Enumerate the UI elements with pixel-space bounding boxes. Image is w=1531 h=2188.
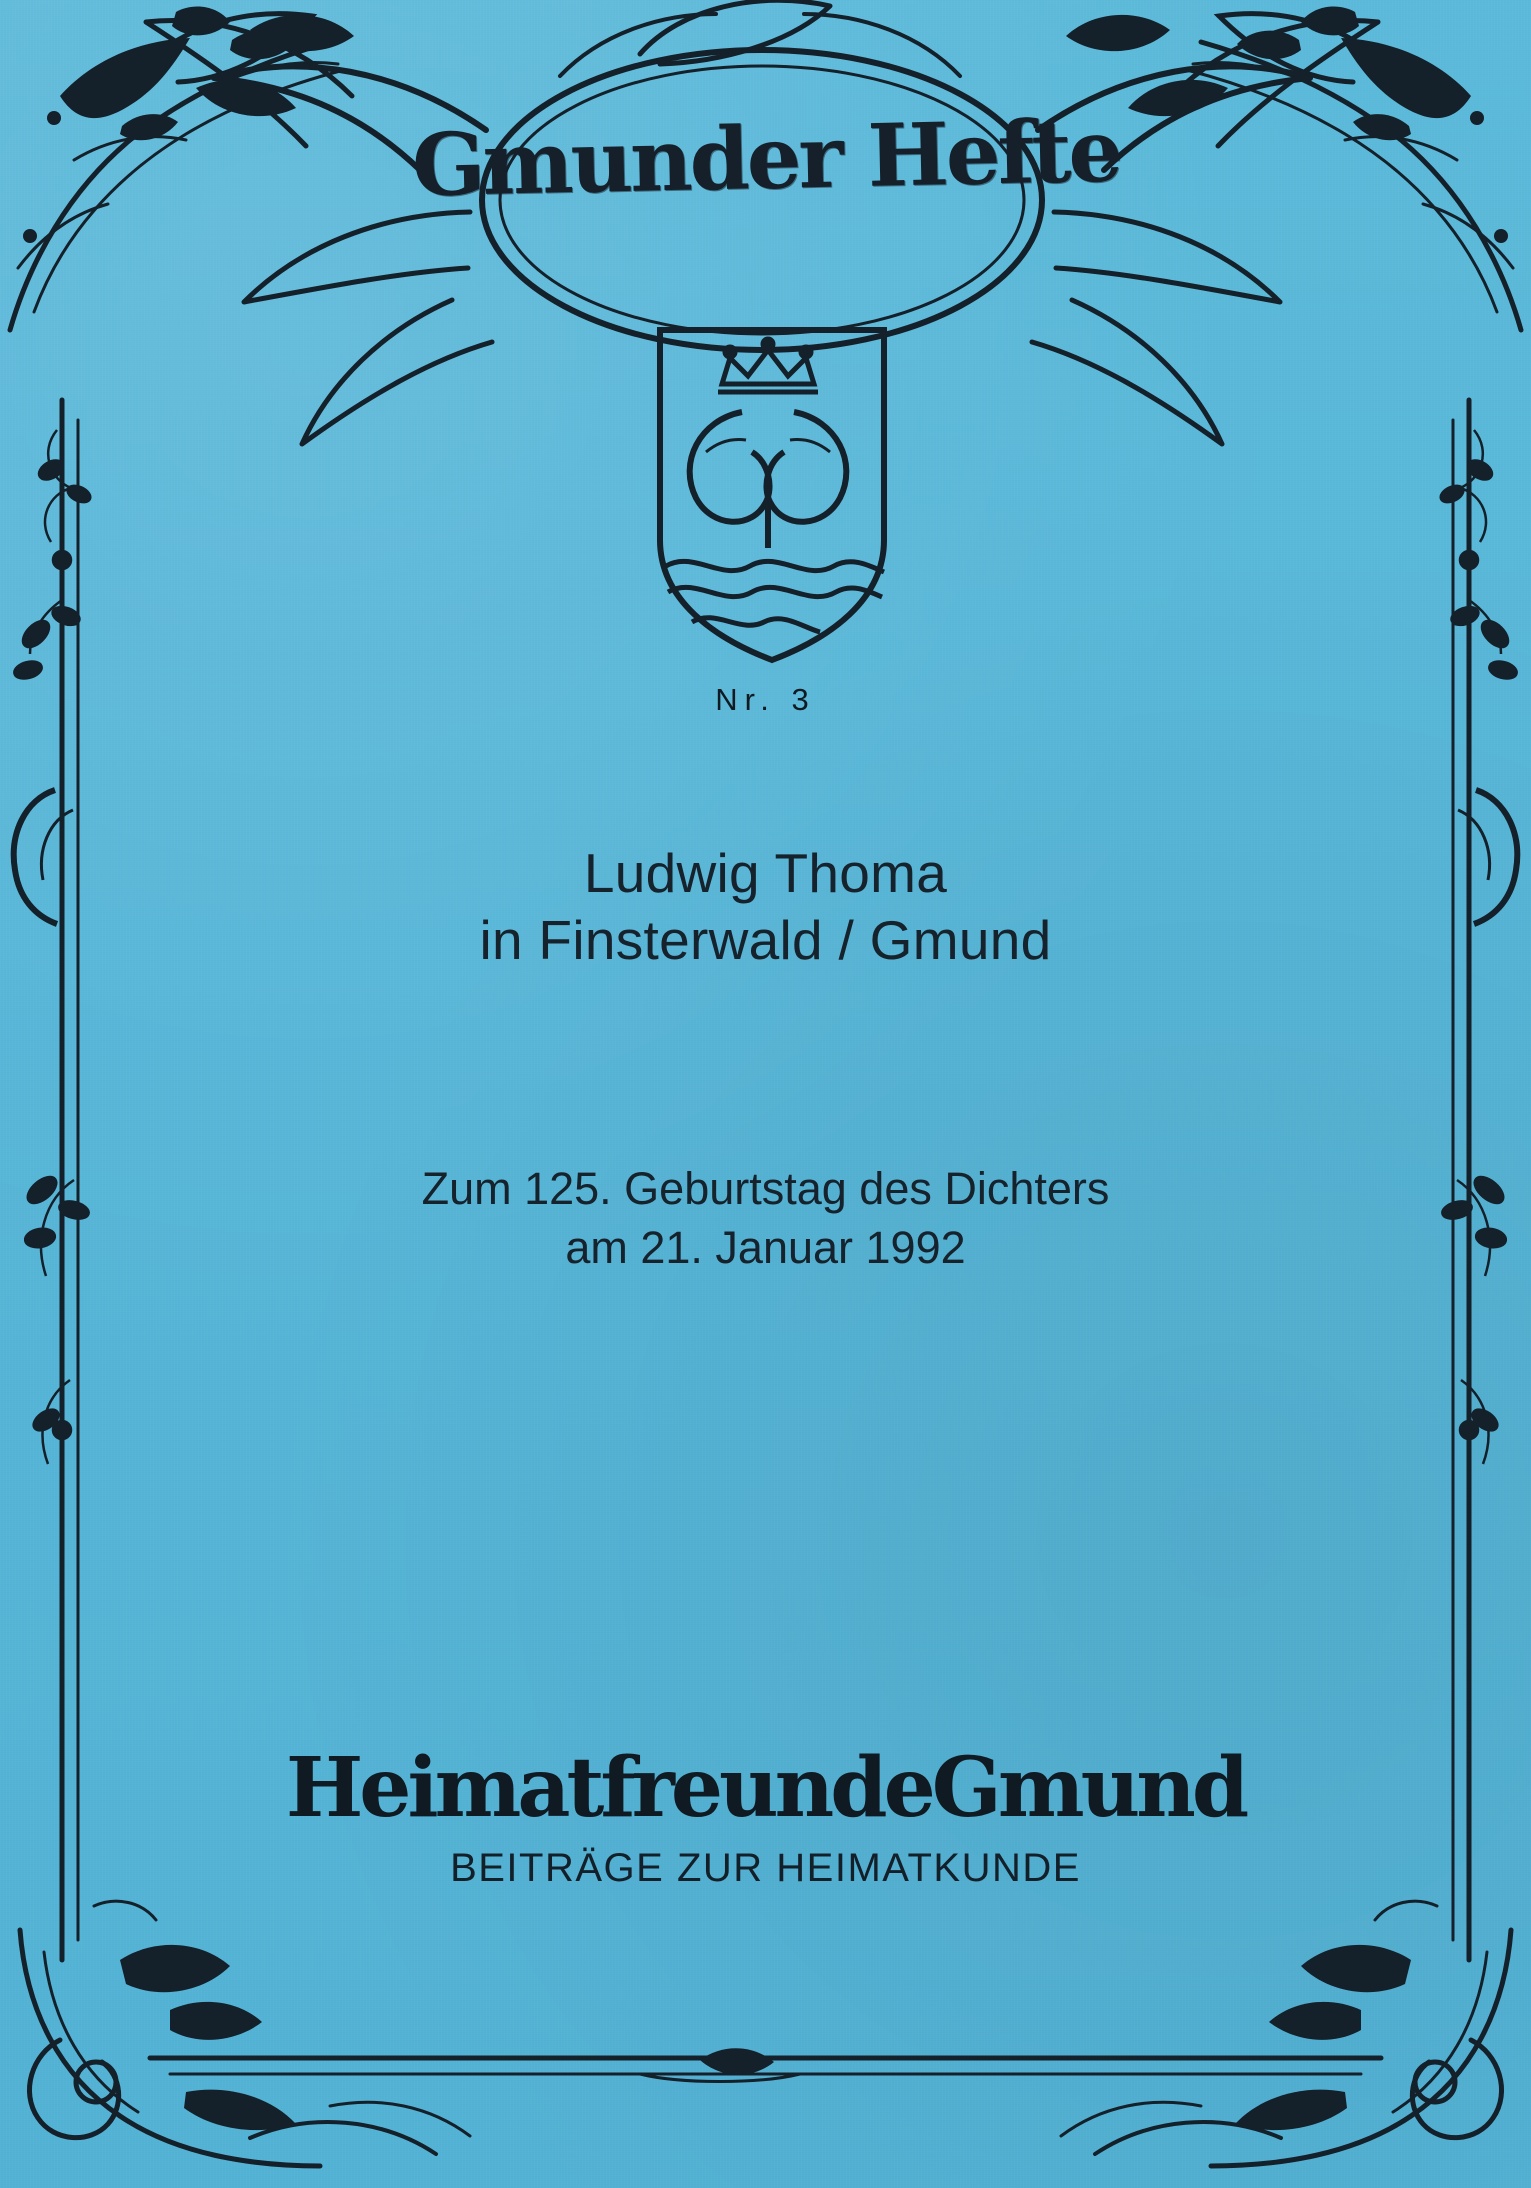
subtitle-line-2: am 21. Januar 1992 <box>565 1221 966 1273</box>
issue-number: Nr. 3 <box>715 682 816 717</box>
title-line-1: Ludwig Thoma <box>583 842 948 904</box>
publisher-name: HeimatfreundeGmund <box>285 1740 1246 1836</box>
title-line-2: in Finsterwald / Gmund <box>479 909 1052 972</box>
subtitle-line-1: Zum 125. Geburtstag des Dichters <box>421 1163 1110 1214</box>
coat-of-arms-shield <box>660 330 884 660</box>
cover-title <box>0 840 1531 974</box>
masthead-cartouche <box>146 0 1378 444</box>
cover-subtitle <box>0 1160 1531 1277</box>
publisher-subtitle: BEITRÄGE ZUR HEIMATKUNDE <box>450 1846 1081 1890</box>
publisher-block <box>0 1740 1531 1891</box>
series-masthead-title: Gmunder Hefte <box>410 100 1121 217</box>
